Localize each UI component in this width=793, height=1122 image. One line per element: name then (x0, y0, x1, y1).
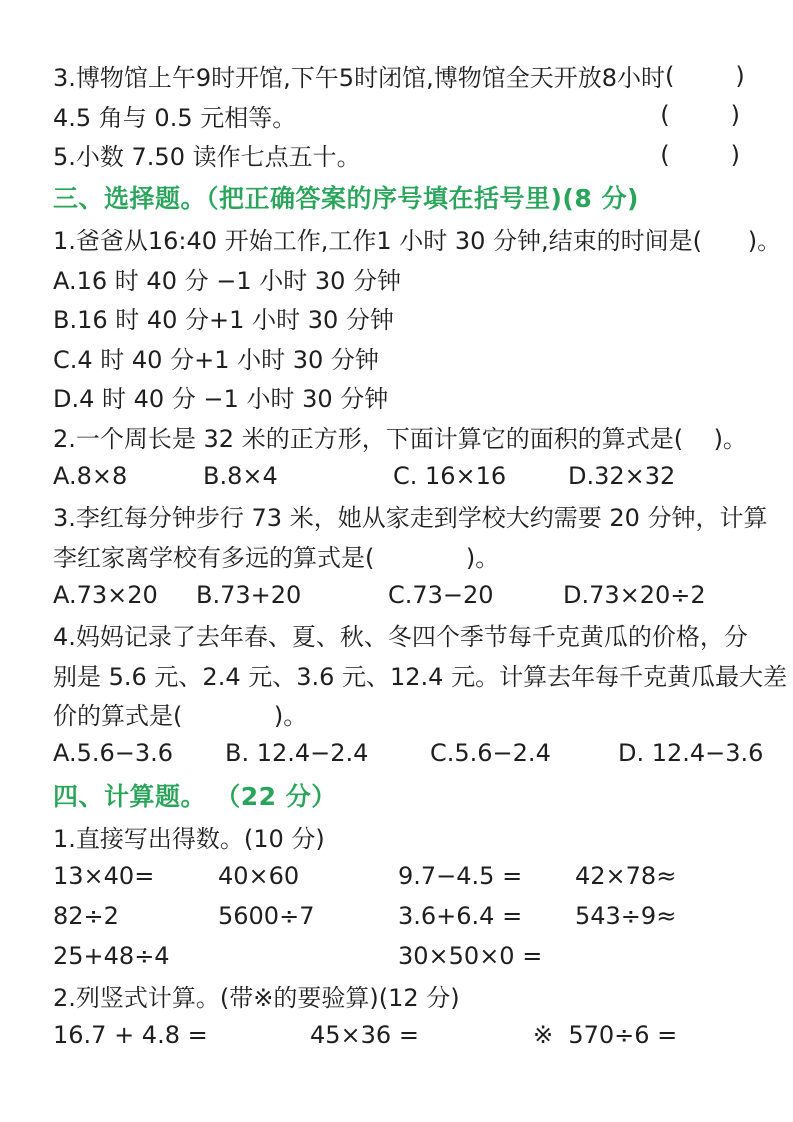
option-c: C. 16×16 (393, 462, 507, 491)
option-d: D. 12.4−3.6 (618, 739, 764, 768)
option-b: B.16 时 40 分+1 小时 30 分钟 (53, 306, 394, 335)
q4-text-line3: 价的算式是( )。 (53, 702, 308, 731)
oral-calc-row (53, 896, 740, 936)
option-b: B.8×4 (203, 462, 278, 491)
section-heading-row (53, 773, 740, 817)
vertical-calc-cell: 45×36 = (310, 1020, 419, 1049)
option-c: C.73−20 (388, 580, 494, 609)
oral-calc-cell: 543÷9≈ (575, 902, 677, 931)
oral-calc-cell: 9.7−4.5 = (398, 862, 523, 891)
judge-item-text: 5.小数 7.50 读作七点五十。 (53, 143, 361, 172)
vertical-calc-cell: ※ 570÷6 = (533, 1020, 678, 1049)
section-heading-row (53, 175, 740, 219)
oral-calc-row (53, 857, 740, 897)
option-b: B. 12.4−2.4 (225, 739, 369, 768)
question-text (53, 417, 747, 457)
judge-item (53, 56, 745, 96)
judge-item-text: 4.5 角与 0.5 元相等。 (53, 103, 297, 132)
question-text (53, 496, 768, 536)
q2-text: 2.一个周长是 32 米的正方形，下面计算它的面积的算式是( )。 (53, 425, 747, 454)
oral-calc-cell: 82÷2 (53, 902, 119, 931)
q3-text-line1: 3.李红每分钟步行 73 米，她从家走到学校大约需要 20 分钟，计算 (53, 504, 768, 533)
judge-item (53, 96, 740, 136)
q4-text-line1: 4.妈妈记录了去年春、夏、秋、冬四个季节每千克黄瓜的价格，分 (53, 623, 748, 652)
vertical-calc-row (53, 1015, 740, 1055)
vertical-calc-cell: 16.7 + 4.8 = (53, 1020, 208, 1049)
q1-text: 1.爸爸从16:40 开始工作,工作1 小时 30 分钟,结束的时间是( )。 (53, 227, 782, 256)
subsection-title (53, 817, 740, 857)
oral-calc-cell: 42×78≈ (575, 862, 677, 891)
answer-paren: ( ) (660, 101, 740, 130)
option-row (53, 377, 740, 417)
question-text (53, 219, 782, 259)
question-text (53, 536, 740, 576)
oral-calc-row (53, 936, 740, 976)
oral-calc-cell: 30×50×0 = (398, 941, 543, 970)
option-row (53, 258, 740, 298)
option-c: C.4 时 40 分+1 小时 30 分钟 (53, 345, 379, 374)
option-a: A.8×8 (53, 462, 128, 491)
oral-calc-cell: 25+48÷4 (53, 941, 170, 970)
vertical-calc-title: 2.列竖式计算。(带※的要验算)(12 分) (53, 983, 460, 1012)
option-a: A.16 时 40 分 −1 小时 30 分钟 (53, 266, 402, 295)
answer-paren: ( ) (660, 140, 740, 169)
option-row (53, 298, 740, 338)
option-row (53, 734, 764, 774)
judge-item-text: 3.博物馆上午9时开馆,下午5时闭馆,博物馆全天开放8小时 (53, 64, 665, 93)
oral-calc-title: 1.直接写出得数。(10 分) (53, 825, 325, 854)
option-a: A.5.6−3.6 (53, 739, 174, 768)
option-row (53, 575, 740, 615)
option-a: A.73×20 (53, 580, 158, 609)
question-text (53, 615, 748, 655)
q4-text-line2: 别是 5.6 元、2.4 元、3.6 元、12.4 元。计算去年每千克黄瓜最大差 (53, 662, 788, 691)
option-d: D.4 时 40 分 −1 小时 30 分钟 (53, 385, 389, 414)
section-choice-heading: 三、选择题。（把正确答案的序号填在括号里)(8 分) (53, 183, 639, 213)
judge-item (53, 135, 740, 175)
section-calc-heading: 四、计算题。 （22 分） (53, 782, 337, 812)
oral-calc-cell: 40×60 (218, 862, 300, 891)
oral-calc-cell: 3.6+6.4 = (398, 902, 523, 931)
oral-calc-cell: 13×40= (53, 862, 155, 891)
oral-calc-cell: 5600÷7 (218, 902, 315, 931)
option-row (53, 456, 740, 496)
question-text (53, 694, 740, 734)
option-d: D.32×32 (568, 462, 676, 491)
option-d: D.73×20÷2 (563, 580, 706, 609)
answer-paren: ( ) (664, 61, 745, 90)
question-text (53, 654, 788, 694)
option-c: C.5.6−2.4 (430, 739, 551, 768)
subsection-title (53, 975, 740, 1015)
option-row (53, 338, 740, 378)
q3-text-line2: 李红家离学校有多远的算式是( )。 (53, 543, 500, 572)
option-b: B.73+20 (196, 580, 302, 609)
